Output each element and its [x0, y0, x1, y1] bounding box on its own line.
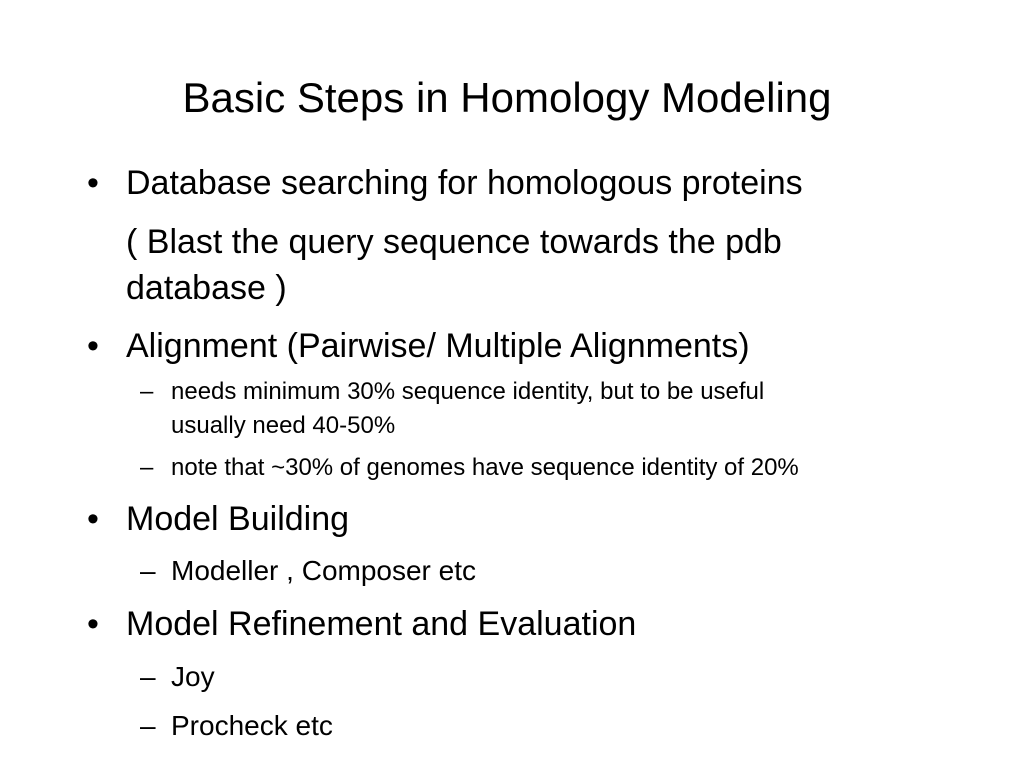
- subitem-line: Procheck etc: [171, 710, 333, 741]
- bullet-text: Database searching for homologous proteins: [126, 164, 803, 202]
- subitem-line: needs minimum 30% sequence identity, but to be useful: [171, 378, 765, 405]
- bullet-continuation-line: ( Blast the query sequence towards the pdb: [126, 223, 782, 261]
- bullet-icon: •: [87, 327, 99, 365]
- bullet-text: Model Refinement and Evaluation: [126, 605, 637, 643]
- dash-icon: –: [140, 710, 156, 741]
- bullet-icon: •: [87, 164, 99, 202]
- bullet-icon: •: [87, 500, 99, 538]
- bullet-icon: •: [87, 605, 99, 643]
- bullet-text: Alignment (Pairwise/ Multiple Alignments): [126, 327, 750, 365]
- dash-icon: –: [140, 454, 154, 481]
- slide-title: Basic Steps in Homology Modeling: [182, 74, 832, 121]
- dash-icon: –: [140, 555, 156, 586]
- subitem-line: Joy: [171, 661, 215, 692]
- subitem-line: Modeller , Composer etc: [171, 555, 477, 586]
- subitem-line: usually need 40-50%: [171, 412, 396, 439]
- subitem-line: note that ~30% of genomes have sequence identity of 20%: [171, 454, 799, 481]
- bullet-text: Model Building: [126, 500, 350, 538]
- bullet-continuation-line: database ): [126, 269, 287, 307]
- dash-icon: –: [140, 378, 154, 405]
- dash-icon: –: [140, 661, 156, 692]
